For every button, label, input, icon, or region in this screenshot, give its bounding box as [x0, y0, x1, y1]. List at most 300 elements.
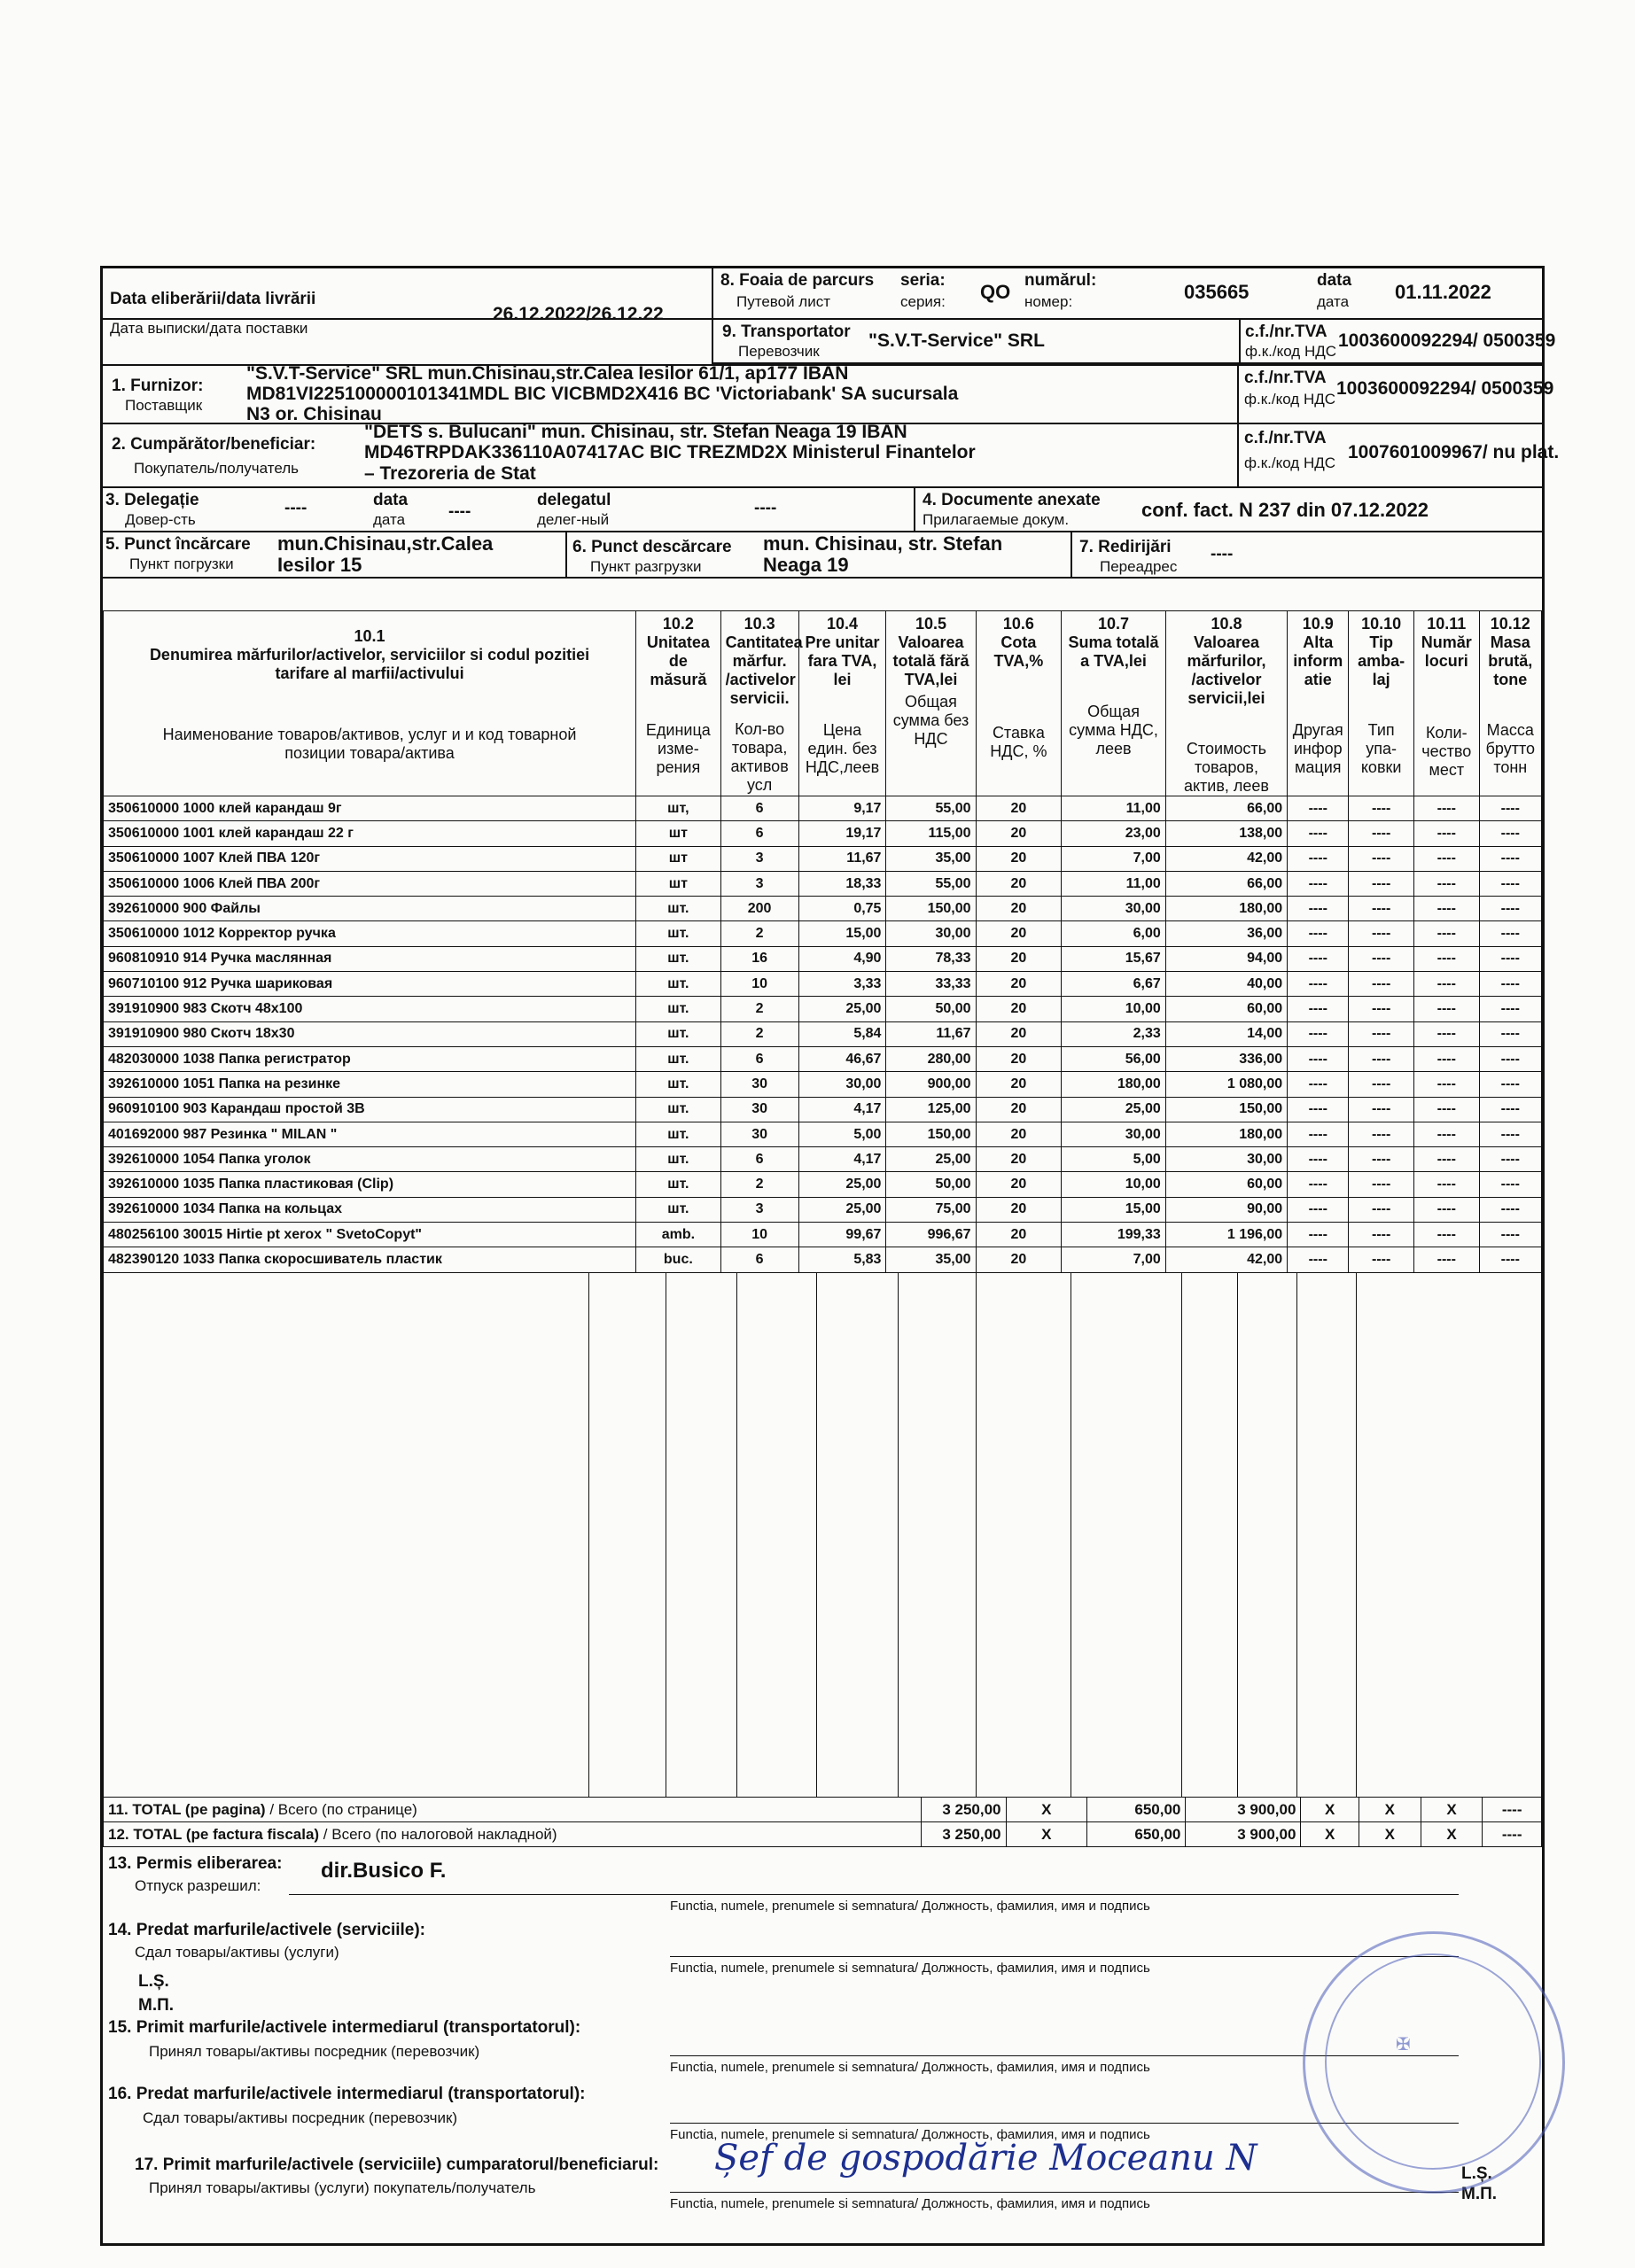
- delivery-date: 26.12.2022/26.12.22: [493, 304, 664, 324]
- cell-c11: ----: [1413, 821, 1479, 846]
- divider: [914, 488, 915, 531]
- buyer-line-2: MD46TRPDAK336110A07417AC BIC TREZMD2X Ministerul Finantelor: [364, 442, 976, 462]
- cf-label: c.f./nr.TVA: [1244, 369, 1327, 387]
- sig-caption: Functia, numele, prenumele si semnatura/ Должность, фамилия, имя и подпись: [670, 2196, 1150, 2211]
- supplier-label-ru: Поставщик: [125, 397, 203, 414]
- cell-total: 30,00: [1165, 1147, 1287, 1172]
- cell-name: 350610000 1000 клей карандаш 9г: [104, 796, 636, 821]
- buyer-row: [103, 422, 1560, 488]
- cell-price: 9,17: [798, 796, 886, 821]
- cell-unit: шт.: [636, 1097, 721, 1122]
- cell-c11: ----: [1413, 1072, 1479, 1097]
- column-divider: [588, 1272, 589, 1797]
- cell-qty: 6: [720, 1046, 798, 1071]
- cell-c11: ----: [1413, 1247, 1479, 1272]
- cell-c10: ----: [1349, 1147, 1414, 1172]
- cell-unit: шт.: [636, 1147, 721, 1172]
- col-header-qty: [720, 611, 803, 796]
- cell-price: 25,00: [798, 997, 886, 1021]
- docs-value: conf. fact. N 237 din 07.12.2022: [1141, 499, 1429, 521]
- col-header-mass: [1479, 611, 1541, 796]
- load-point-label: 5. Punct încărcare: [105, 535, 251, 554]
- signature-line: [670, 2192, 1459, 2193]
- total-page-x: X: [1301, 1798, 1359, 1822]
- cell-total: 336,00: [1165, 1046, 1287, 1071]
- cell-name: 960710100 912 Ручка шариковая: [104, 972, 636, 997]
- cell-c9: ----: [1288, 1097, 1349, 1122]
- cell-c9: ----: [1288, 972, 1349, 997]
- col-num: 10.2: [662, 615, 694, 633]
- cell-c10: ----: [1349, 1097, 1414, 1122]
- col-num: 10.12: [1490, 615, 1530, 633]
- col-num: 10.9: [1302, 615, 1334, 633]
- docs-label-ru: Прилагаемые докум.: [923, 511, 1070, 528]
- col-num: 10.4: [826, 615, 859, 633]
- cell-value: 75,00: [886, 1197, 976, 1222]
- cell-c10: ----: [1349, 796, 1414, 821]
- cell-unit: шт.: [636, 1021, 721, 1046]
- delivery-date-label: Data eliberării/data livrării: [110, 290, 316, 308]
- cell-c11: ----: [1413, 1197, 1479, 1222]
- cell-vat_rate: 20: [976, 921, 1062, 946]
- transporter-label: 9. Transportator: [722, 322, 851, 341]
- column-divider: [1296, 1272, 1297, 1797]
- cell-qty: 3: [720, 1197, 798, 1222]
- table-row: [104, 1197, 1542, 1222]
- cell-total: 42,00: [1165, 846, 1287, 871]
- column-divider: [736, 1272, 737, 1797]
- cell-qty: 30: [720, 1072, 798, 1097]
- table-row: [104, 997, 1542, 1021]
- signature-line: [289, 1894, 1459, 1895]
- cell-name: 391910900 983 Скотч 48x100: [104, 997, 636, 1021]
- cell-c11: ----: [1413, 871, 1479, 896]
- cell-price: 4,90: [798, 946, 886, 971]
- column-divider: [898, 1272, 899, 1797]
- total-page-x: X: [1421, 1798, 1483, 1822]
- cell-vat: 23,00: [1062, 821, 1166, 846]
- total-fiscal-label-ru: / Всего (по налоговой накладной): [319, 1825, 557, 1843]
- cell-c10: ----: [1349, 846, 1414, 871]
- supplier-cf: 1003600092294/ 0500359: [1336, 378, 1554, 399]
- col-num: 10.7: [1097, 615, 1130, 633]
- cell-name: 350610000 1012 Корректор ручка: [104, 921, 636, 946]
- cell-vat_rate: 20: [976, 821, 1062, 846]
- cell-unit: шт,: [636, 796, 721, 821]
- total-page-vat: 650,00: [1087, 1798, 1186, 1822]
- supplier-line-2: MD81VI225100000101341MDL BIC VICBMD2X416 BC 'Victoriabank' SA sucursala: [246, 384, 959, 404]
- cell-c12: ----: [1479, 1122, 1541, 1146]
- cell-vat_rate: 20: [976, 846, 1062, 871]
- cell-value: 50,00: [886, 1172, 976, 1197]
- cell-c9: ----: [1288, 1147, 1349, 1172]
- cell-vat: 7,00: [1062, 1247, 1166, 1272]
- total-fiscal-x: X: [1359, 1822, 1421, 1847]
- cell-total: 1 196,00: [1165, 1223, 1287, 1247]
- cell-name: 392610000 900 Файлы: [104, 897, 636, 921]
- cell-unit: шт.: [636, 972, 721, 997]
- cell-unit: шт: [636, 821, 721, 846]
- cell-name: 401692000 987 Резинка " MILAN ": [104, 1122, 636, 1146]
- cell-c9: ----: [1288, 1172, 1349, 1197]
- empty-table-area: [103, 1272, 1542, 1797]
- col-title-ru: Наименование товаров/активов, услуг и и код товарной позиции товара/актива: [162, 726, 577, 762]
- cell-unit: шт.: [636, 921, 721, 946]
- cell-vat: 6,67: [1062, 972, 1166, 997]
- cell-c9: ----: [1288, 1122, 1349, 1146]
- cell-c10: ----: [1349, 1046, 1414, 1071]
- waybill-label: 8. Foaia de parcurs: [720, 271, 875, 290]
- cell-name: 392610000 1034 Папка на кольцах: [104, 1197, 636, 1222]
- cell-c9: ----: [1288, 1223, 1349, 1247]
- redirect-label: 7. Redirijări: [1079, 538, 1172, 556]
- invoice-sheet: [100, 266, 1560, 2246]
- delegate-value: ----: [754, 499, 777, 517]
- cell-c12: ----: [1479, 1172, 1541, 1197]
- table-row: [104, 1147, 1542, 1172]
- waybill-date: 01.11.2022: [1395, 281, 1491, 303]
- cell-c12: ----: [1479, 997, 1541, 1021]
- total-fiscal-dash: ----: [1483, 1822, 1542, 1847]
- delegation-date-label-ru: дата: [373, 511, 406, 528]
- cell-value: 996,67: [886, 1223, 976, 1247]
- table-row: [104, 871, 1542, 896]
- sig-15-label: 15. Primit marfurile/activele intermediarul (transportatorul):: [108, 2018, 581, 2037]
- mp-label: М.П.: [138, 1996, 175, 2015]
- cell-vat_rate: 20: [976, 1046, 1062, 1071]
- date-label: data: [1317, 271, 1352, 290]
- cell-c11: ----: [1413, 972, 1479, 997]
- cell-c11: ----: [1413, 921, 1479, 946]
- cell-price: 11,67: [798, 846, 886, 871]
- total-fiscal-value: 3 250,00: [921, 1822, 1006, 1847]
- col-title-ru: Общая сумма без НДС: [892, 693, 969, 748]
- col-title-ro: Unitatea de măsură: [646, 633, 710, 688]
- cell-c12: ----: [1479, 871, 1541, 896]
- cell-total: 66,00: [1165, 871, 1287, 896]
- delegate-label: delegatul: [537, 491, 611, 509]
- sig-14-label-ru: Сдал товары/активы (услуги): [135, 1944, 339, 1961]
- cell-qty: 16: [720, 946, 798, 971]
- cell-vat_rate: 20: [976, 796, 1062, 821]
- col-num: 10.1: [354, 627, 385, 645]
- cell-c10: ----: [1349, 871, 1414, 896]
- cell-c11: ----: [1413, 846, 1479, 871]
- unload-point-line-2: Neaga 19: [763, 554, 849, 576]
- cell-vat: 10,00: [1062, 1172, 1166, 1197]
- col-header-vat-rate: [976, 611, 1062, 796]
- cell-c10: ----: [1349, 997, 1414, 1021]
- sig-13-name: dir.Busico F.: [321, 1859, 447, 1883]
- sig-13-label: 13. Permis eliberarea:: [108, 1854, 283, 1873]
- cell-c11: ----: [1413, 1046, 1479, 1071]
- sig-16-label-ru: Сдал товары/активы посредник (перевозчик): [143, 2109, 458, 2126]
- cell-unit: amb.: [636, 1223, 721, 1247]
- delegate-label-ru: делег-ный: [537, 511, 610, 528]
- cell-price: 46,67: [798, 1046, 886, 1071]
- cell-c11: ----: [1413, 1097, 1479, 1122]
- cell-value: 35,00: [886, 846, 976, 871]
- total-fiscal-label: [104, 1822, 922, 1847]
- cell-value: 115,00: [886, 821, 976, 846]
- transporter-row: [712, 320, 1556, 364]
- sig-14-label: 14. Predat marfurile/activele (serviciile):: [108, 1921, 426, 1939]
- column-divider: [816, 1272, 817, 1797]
- col-title-ro: Masa brută, tone: [1488, 633, 1533, 688]
- cell-qty: 10: [720, 972, 798, 997]
- cell-c10: ----: [1349, 1072, 1414, 1097]
- cell-c12: ----: [1479, 1072, 1541, 1097]
- cell-c12: ----: [1479, 1223, 1541, 1247]
- cell-unit: шт.: [636, 997, 721, 1021]
- cell-qty: 30: [720, 1097, 798, 1122]
- cell-c12: ----: [1479, 1197, 1541, 1222]
- cell-total: 1 080,00: [1165, 1072, 1287, 1097]
- divider: [712, 268, 713, 318]
- col-num: 10.3: [744, 615, 775, 633]
- cell-value: 900,00: [886, 1072, 976, 1097]
- col-header-other: [1288, 611, 1349, 796]
- cell-c9: ----: [1288, 1072, 1349, 1097]
- cell-vat_rate: 20: [976, 1247, 1062, 1272]
- cell-unit: шт.: [636, 946, 721, 971]
- sig-caption: Functia, numele, prenumele si semnatura/ Должность, фамилия, имя и подпись: [670, 1961, 1150, 1976]
- supplier-line-3: N3 or. Chisinau: [246, 404, 382, 424]
- cell-total: 150,00: [1165, 1097, 1287, 1122]
- series-label: seria:: [900, 271, 946, 290]
- cell-c11: ----: [1413, 997, 1479, 1021]
- table-row: [104, 1021, 1542, 1046]
- cell-qty: 30: [720, 1122, 798, 1146]
- official-stamp-inner-ring: [1325, 1953, 1541, 2170]
- cell-c9: ----: [1288, 871, 1349, 896]
- table-row: [104, 821, 1542, 846]
- cell-price: 5,84: [798, 1021, 886, 1046]
- transporter-label-ru: Перевозчик: [738, 343, 820, 360]
- cell-price: 99,67: [798, 1223, 886, 1247]
- cell-c10: ----: [1349, 821, 1414, 846]
- cell-vat: 11,00: [1062, 871, 1166, 896]
- cell-c10: ----: [1349, 1223, 1414, 1247]
- delegation-date-label: data: [373, 491, 409, 509]
- cell-name: 392610000 1051 Папка на резинке: [104, 1072, 636, 1097]
- buyer-line-1: "DETS s. Bulucani" mun. Chisinau, str. Stefan Neaga 19 IBAN: [364, 422, 907, 442]
- unload-point-label: 6. Punct descărcare: [572, 538, 732, 556]
- delegation-row: [103, 488, 1542, 532]
- table-row: [104, 1122, 1542, 1146]
- cell-value: 78,33: [886, 946, 976, 971]
- col-num: 10.11: [1427, 615, 1467, 633]
- col-title-ru: Тип упа-ковки: [1360, 721, 1402, 776]
- cell-c9: ----: [1288, 1021, 1349, 1046]
- col-header-total: [1165, 611, 1287, 796]
- cell-vat: 30,00: [1062, 897, 1166, 921]
- transporter-name: "S.V.T-Service" SRL: [868, 330, 1045, 351]
- col-title-ro: Valoarea mărfurilor, /activelor servicii,lei: [1187, 633, 1266, 707]
- cell-qty: 10: [720, 1223, 798, 1247]
- cell-c12: ----: [1479, 821, 1541, 846]
- sig-caption: Functia, numele, prenumele si semnatura/ Должность, фамилия, имя и подпись: [670, 1899, 1150, 1914]
- cell-c9: ----: [1288, 997, 1349, 1021]
- cell-price: 4,17: [798, 1147, 886, 1172]
- cf-label-ru: ф.к./код НДС: [1244, 391, 1336, 408]
- supplier-row: [103, 363, 1554, 424]
- col-title-ru: Стоимость товаров, актив, леев: [1183, 740, 1269, 795]
- load-point-line-2: Iesilor 15: [277, 554, 362, 576]
- col-header-value: [886, 611, 976, 796]
- load-point-line-1: mun.Chisinau,str.Calea: [277, 532, 494, 555]
- cell-c10: ----: [1349, 972, 1414, 997]
- points-row: [103, 532, 1542, 579]
- cell-total: 40,00: [1165, 972, 1287, 997]
- cf-label-ru: ф.к./код НДС: [1244, 454, 1336, 471]
- col-title-ro: Denumirea mărfurilor/activelor, serviciilor si codul pozitiei tarifare al marfii/activului: [149, 646, 590, 682]
- cell-c12: ----: [1479, 796, 1541, 821]
- total-fiscal-x: X: [1421, 1822, 1483, 1847]
- cell-qty: 6: [720, 821, 798, 846]
- cell-vat: 10,00: [1062, 997, 1166, 1021]
- cell-value: 150,00: [886, 897, 976, 921]
- total-page-label-ro: 11. TOTAL (pe pagina): [108, 1800, 266, 1818]
- col-title-ru: Коли-чество мест: [1421, 724, 1472, 779]
- col-num: 10.8: [1211, 615, 1242, 633]
- cell-c9: ----: [1288, 946, 1349, 971]
- waybill-number: 035665: [1184, 281, 1250, 303]
- load-point-label-ru: Пункт погрузки: [129, 555, 234, 572]
- cell-c10: ----: [1349, 1021, 1414, 1046]
- cell-qty: 6: [720, 1247, 798, 1272]
- col-title-ro: Număr locuri: [1421, 633, 1472, 670]
- table-row: [104, 1172, 1542, 1197]
- cell-vat_rate: 20: [976, 897, 1062, 921]
- cell-c11: ----: [1413, 1122, 1479, 1146]
- cell-c9: ----: [1288, 897, 1349, 921]
- col-num: 10.5: [915, 615, 947, 633]
- cell-c9: ----: [1288, 796, 1349, 821]
- cell-c11: ----: [1413, 1021, 1479, 1046]
- cell-c12: ----: [1479, 1046, 1541, 1071]
- total-page-label-ru: / Всего (по странице): [265, 1800, 417, 1818]
- col-header-places: [1413, 611, 1479, 796]
- column-divider: [1237, 1272, 1238, 1797]
- cell-vat_rate: 20: [976, 1147, 1062, 1172]
- cell-name: 482390120 1033 Папка скоросшиватель пластик: [104, 1247, 636, 1272]
- cell-total: 66,00: [1165, 796, 1287, 821]
- cell-price: 0,75: [798, 897, 886, 921]
- divider: [1237, 366, 1239, 423]
- number-label-ru: номер:: [1024, 293, 1073, 310]
- cell-value: 35,00: [886, 1247, 976, 1272]
- cell-c12: ----: [1479, 1247, 1541, 1272]
- cell-total: 60,00: [1165, 997, 1287, 1021]
- cell-vat: 199,33: [1062, 1223, 1166, 1247]
- cell-price: 25,00: [798, 1172, 886, 1197]
- table-row: [104, 1046, 1542, 1071]
- col-title-ro: Cota TVA,%: [993, 633, 1044, 670]
- cell-c11: ----: [1413, 1223, 1479, 1247]
- stamp-emblem-icon: ✠: [1396, 2035, 1411, 2054]
- cell-price: 19,17: [798, 821, 886, 846]
- cell-value: 33,33: [886, 972, 976, 997]
- col-num: 10.10: [1361, 615, 1402, 633]
- cell-qty: 2: [720, 1172, 798, 1197]
- cell-total: 180,00: [1165, 1122, 1287, 1146]
- cell-vat: 2,33: [1062, 1021, 1166, 1046]
- waybill-series: QO: [980, 281, 1011, 303]
- divider: [1239, 320, 1241, 362]
- unload-point-label-ru: Пункт разгрузки: [590, 558, 702, 575]
- cell-c9: ----: [1288, 1046, 1349, 1071]
- cell-vat_rate: 20: [976, 871, 1062, 896]
- cell-name: 480256100 30015 Hirtie pt xerox " SvetoCopyt": [104, 1223, 636, 1247]
- cell-unit: шт: [636, 846, 721, 871]
- cell-qty: 3: [720, 871, 798, 896]
- cell-c10: ----: [1349, 897, 1414, 921]
- col-title-ru: Общая сумма НДС, леев: [1069, 703, 1158, 757]
- cell-unit: buc.: [636, 1247, 721, 1272]
- supplier-line-1: "S.V.T-Service" SRL mun.Chisinau,str.Calea Iesilor 61/1, ap177 IBAN: [246, 363, 849, 384]
- cell-qty: 3: [720, 846, 798, 871]
- cell-c12: ----: [1479, 846, 1541, 871]
- total-page-dash: ----: [1483, 1798, 1542, 1822]
- cell-value: 25,00: [886, 1147, 976, 1172]
- column-divider: [1181, 1272, 1182, 1797]
- cell-total: 138,00: [1165, 821, 1287, 846]
- cell-c11: ----: [1413, 897, 1479, 921]
- date-label-ru: дата: [1317, 293, 1350, 310]
- cell-qty: 2: [720, 1021, 798, 1046]
- cell-vat_rate: 20: [976, 1122, 1062, 1146]
- cell-unit: шт: [636, 871, 721, 896]
- col-title-ru: Единица изме-рения: [645, 721, 711, 776]
- buyer-cf: 1007601009967/ nu plat.: [1348, 442, 1560, 462]
- cell-total: 14,00: [1165, 1021, 1287, 1046]
- cell-unit: шт.: [636, 1046, 721, 1071]
- total-page-value: 3 250,00: [921, 1798, 1006, 1822]
- cell-name: 391910900 980 Скотч 18x30: [104, 1021, 636, 1046]
- cell-vat: 5,00: [1062, 1147, 1166, 1172]
- buyer-label: 2. Cumpărător/beneficiar:: [112, 435, 316, 454]
- cell-c11: ----: [1413, 796, 1479, 821]
- supplier-label: 1. Furnizor:: [112, 377, 204, 395]
- cell-unit: шт.: [636, 1072, 721, 1097]
- cell-c12: ----: [1479, 897, 1541, 921]
- cell-c12: ----: [1479, 1147, 1541, 1172]
- mp-label-2: М.П.: [1461, 2185, 1498, 2203]
- cell-price: 5,00: [798, 1122, 886, 1146]
- cell-c10: ----: [1349, 921, 1414, 946]
- table-row: [104, 946, 1542, 971]
- cell-value: 55,00: [886, 796, 976, 821]
- divider: [1071, 532, 1072, 577]
- ls-label-2: L.Ș.: [1461, 2164, 1492, 2183]
- cell-total: 60,00: [1165, 1172, 1287, 1197]
- table-row: [104, 972, 1542, 997]
- cell-total: 36,00: [1165, 921, 1287, 946]
- cell-price: 4,17: [798, 1097, 886, 1122]
- cell-value: 55,00: [886, 871, 976, 896]
- cell-name: 392610000 1035 Папка пластиковая (Clip): [104, 1172, 636, 1197]
- total-page-label: [104, 1798, 922, 1822]
- table-row: [104, 921, 1542, 946]
- total-fiscal-vat: 650,00: [1087, 1822, 1186, 1847]
- cell-c12: ----: [1479, 1097, 1541, 1122]
- unload-point-line-1: mun. Chisinau, str. Stefan: [763, 532, 1003, 555]
- table-row: [104, 897, 1542, 921]
- cell-vat_rate: 20: [976, 1072, 1062, 1097]
- total-fiscal-x: X: [1301, 1822, 1359, 1847]
- cell-value: 50,00: [886, 997, 976, 1021]
